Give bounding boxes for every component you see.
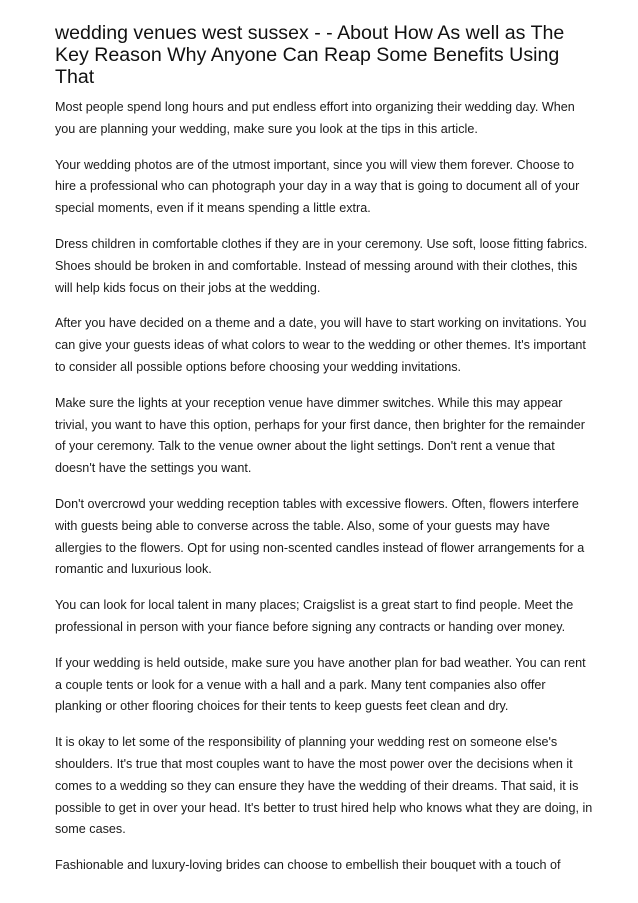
paragraph-2: Your wedding photos are of the utmost important, since you will view them forever. Choose to hire a professional who can photograph your day in a way that is going to document all of your special moments, even if it means spending a little extra. xyxy=(55,157,580,216)
paragraph-4: After you have decided on a theme and a date, you will have to start working on invitations. You can give your guests ideas of what colors to wear to the wedding or other themes. It's important to consider all possible options before choosing your wedding invitations. xyxy=(55,316,587,374)
paragraph-7: You can look for local talent in many places; Craigslist is a great start to find people. Meet the professional in person with your fiance before signing any contracts or handing over money. xyxy=(55,598,574,634)
paragraph-8: If your wedding is held outside, make sure you have another plan for bad weather. You can rent a couple tents or look for a venue with a hall and a park. Many tent companies also offer planking or other flooring choices for their tents to keep guests feet clean and dry. xyxy=(55,655,586,714)
paragraph-6: Don't overcrowd your wedding reception tables with excessive flowers. Often, flowers interfere with guests being able to converse across the table. Also, some of your guests may have allergies to the flowers. Opt for using non-scented candles instead of flower arrangements for a romantic and luxurious look. xyxy=(55,496,585,577)
paragraph-5: Make sure the lights at your reception venue have dimmer switches. While this may appear trivial, you want to have this option, perhaps for your first dance, then brighter for the remainder of your ceremony. Talk to the venue owner about the light settings. Don't rent a venue that doesn't have the settings you want. xyxy=(55,395,585,476)
document-page xyxy=(55,22,595,891)
paragraph-3: Dress children in comfortable clothes if they are in your ceremony. Use soft, loose fitting fabrics. Shoes should be broken in and comfortable. Instead of messing around with their clothes, this will help kids focus on their jobs at the wedding. xyxy=(55,236,588,295)
document-title: wedding venues west sussex - - About How As well as The Key Reason Why Anyone Can Reap Some Benefits Using That xyxy=(55,22,565,88)
paragraph-10: Fashionable and luxury-loving brides can choose to embellish their bouquet with a touch of xyxy=(55,858,561,873)
paragraph-9: It is okay to let some of the responsibility of planning your wedding rest on someone else's shoulders. It's true that most couples want to have the most power over the decisions when it comes to a wedding so they can ensure they have the wedding of their dreams. That said, it is possible to get in over your head. It's better to trust hired help who knows what they are doing, in some cases. xyxy=(55,735,593,837)
paragraph-1: Most people spend long hours and put endless effort into organizing their wedding day. When you are planning your wedding, make sure you look at the tips in this article. xyxy=(55,100,575,136)
